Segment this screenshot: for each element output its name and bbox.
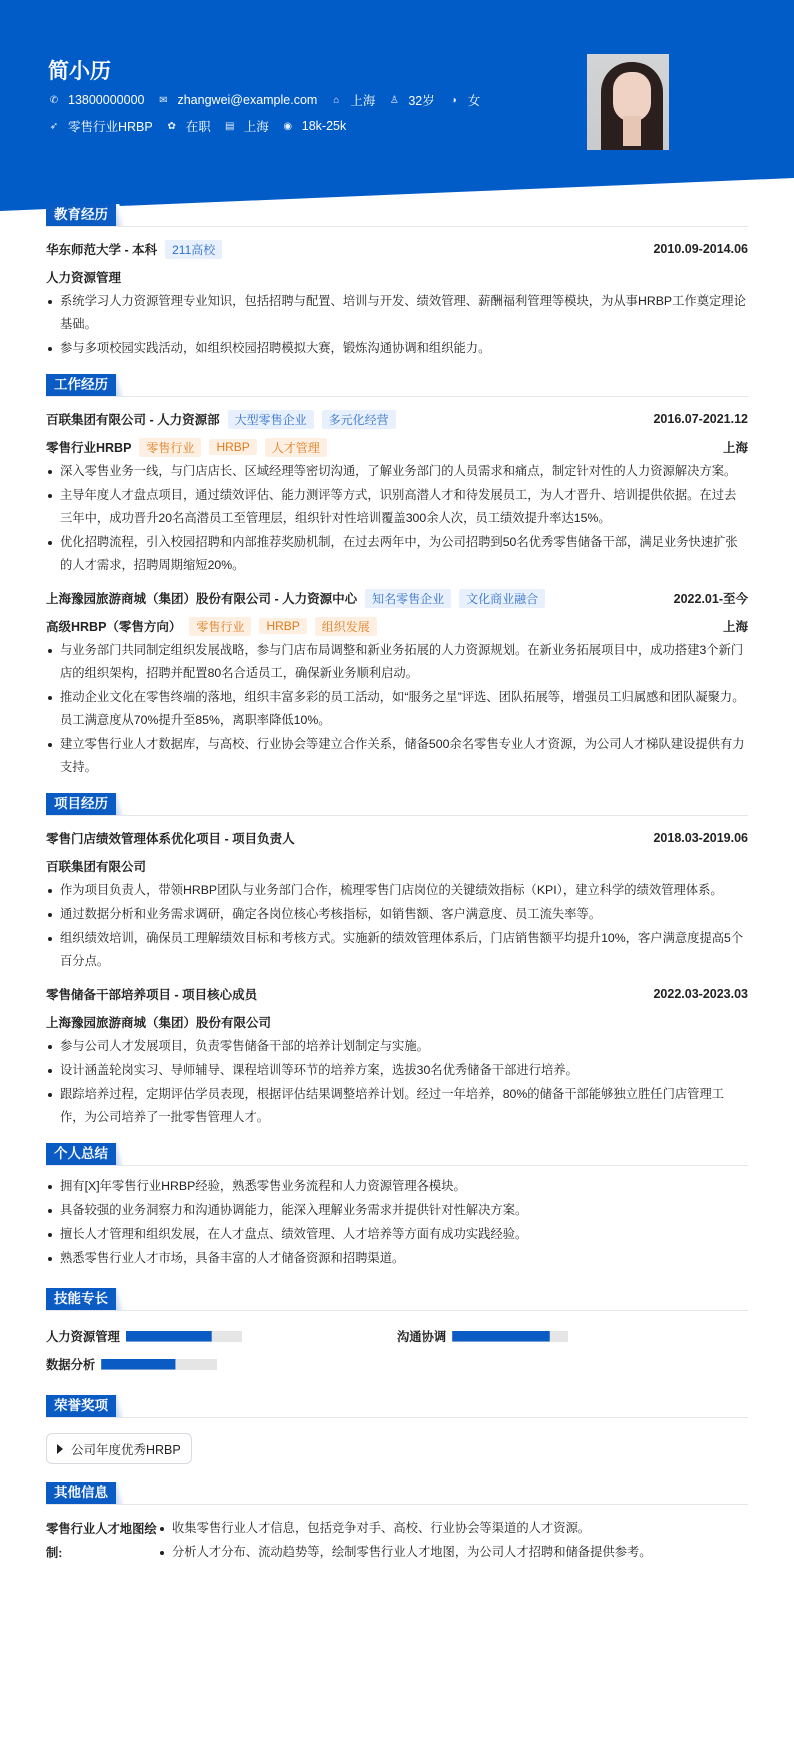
entry-subtitle-row bbox=[46, 434, 748, 460]
entry-header bbox=[46, 825, 748, 851]
email: zhangwei@example.com bbox=[177, 93, 318, 107]
entry-header bbox=[46, 236, 748, 262]
award-name: 公司年度优秀HRBP bbox=[71, 1442, 181, 1457]
entry bbox=[46, 981, 748, 1129]
bullet-item: 分析人才分布、流动趋势等，绘制零售行业人才地图，为公司人才招聘和储备提供参考。 bbox=[158, 1541, 748, 1564]
profile-photo bbox=[587, 54, 669, 150]
target-city: 上海 bbox=[243, 120, 269, 134]
tag: HRBP bbox=[259, 618, 306, 634]
mail-icon: ✉ bbox=[159, 94, 168, 106]
bullet-list bbox=[46, 460, 748, 577]
entry-location: 上海 bbox=[722, 441, 748, 455]
bullet-list bbox=[46, 1175, 748, 1270]
section-header bbox=[46, 204, 748, 227]
skill-level-fill bbox=[452, 1331, 549, 1342]
entry-date: 2022.03-2023.03 bbox=[653, 987, 748, 1001]
entry-title: 零售门店绩效管理体系优化项目 - 项目负责人 bbox=[46, 832, 295, 846]
bullet-item: 设计涵盖轮岗实习、导师辅导、课程培训等环节的培养方案，选拔30名优秀储备干部进行培养。 bbox=[46, 1059, 748, 1082]
entry-title: 百联集团有限公司 - 人力资源部 bbox=[46, 413, 220, 427]
tag: 211高校 bbox=[165, 240, 222, 259]
section-awards bbox=[46, 1395, 748, 1468]
section-title: 其他信息 bbox=[46, 1482, 116, 1504]
entry-subtitle-row bbox=[46, 613, 748, 639]
skill-list bbox=[46, 1325, 748, 1375]
bullet-item: 建立零售行业人才数据库，与高校、行业协会等建立合作关系，储备500余名零售专业人才资源，为公司人才梯队建设提供有力支持。 bbox=[46, 733, 748, 779]
bullet-list bbox=[46, 639, 748, 779]
skill-level-fill bbox=[101, 1359, 175, 1370]
age: 32岁 bbox=[408, 94, 435, 108]
entry bbox=[46, 585, 748, 779]
tag: HRBP bbox=[209, 439, 256, 455]
bullet-item: 熟悉零售行业人才市场，具备丰富的人才储备资源和招聘渠道。 bbox=[46, 1247, 748, 1270]
gender: 女 bbox=[467, 94, 481, 108]
entry-date: 2018.03-2019.06 bbox=[653, 831, 748, 845]
section-title: 个人总结 bbox=[46, 1143, 116, 1165]
entry-title: 华东师范大学 - 本科 bbox=[46, 243, 158, 257]
entry-title-group bbox=[46, 985, 257, 1003]
section-work bbox=[46, 374, 748, 779]
skill-level-bar bbox=[452, 1331, 568, 1342]
bullet-item: 收集零售行业人才信息，包括竞争对手、高校、行业协会等渠道的人才资源。 bbox=[158, 1517, 748, 1540]
tag: 文化商业融合 bbox=[459, 589, 545, 608]
contact-info-row bbox=[48, 91, 493, 109]
skill-name: 数据分析 bbox=[46, 1358, 96, 1372]
salary: 18k-25k bbox=[301, 119, 347, 133]
bullet-list bbox=[46, 879, 748, 973]
entry-subtitle-group bbox=[46, 1013, 271, 1031]
entry-date: 2016.07-2021.12 bbox=[653, 412, 748, 426]
section-summary bbox=[46, 1143, 748, 1270]
skill-item bbox=[46, 1325, 397, 1347]
entry-header bbox=[46, 585, 748, 611]
section-skills bbox=[46, 1288, 748, 1375]
bullet-item: 具备较强的业务洞察力和沟通协调能力，能深入理解业务需求并提供针对性解决方案。 bbox=[46, 1199, 748, 1222]
entry-subtitle-row bbox=[46, 1009, 748, 1035]
section-title: 工作经历 bbox=[46, 374, 116, 396]
section-education bbox=[46, 204, 748, 360]
tag: 人才管理 bbox=[265, 438, 327, 457]
bullet-item: 参与公司人才发展项目，负责零售储备干部的培养计划制定与实施。 bbox=[46, 1035, 748, 1058]
entry-title: 上海豫园旅游商城（集团）股份有限公司 - 人力资源中心 bbox=[46, 592, 358, 606]
triangle-right-icon bbox=[57, 1444, 63, 1454]
section-other bbox=[46, 1482, 748, 1565]
skill-level-bar bbox=[126, 1331, 242, 1342]
entry-title-group bbox=[46, 589, 545, 608]
bullet-list bbox=[158, 1517, 748, 1565]
bullet-item: 跟踪培养过程，定期评估学员表现，根据评估结果调整培养计划。经过一年培养，80%的储备干部能够独立胜任门店管理工作，为公司培养了一批零售管理人才。 bbox=[46, 1083, 748, 1129]
tag: 大型零售企业 bbox=[228, 410, 314, 429]
bullet-list bbox=[46, 290, 748, 360]
skill-item bbox=[397, 1325, 748, 1347]
skill-item bbox=[46, 1353, 397, 1375]
salary-icon: ◉ bbox=[283, 120, 293, 132]
skill-level-fill bbox=[126, 1331, 212, 1342]
skill-name: 沟通协调 bbox=[397, 1330, 447, 1344]
bullet-item: 主导年度人才盘点项目，通过绩效评估、能力测评等方式，识别高潜人才和待发展员工，为人才晋升、培训提供依据。在过去三年中，成功晋升20名高潜员工至管理层，组织针对性培训覆盖300余人次，员工绩效提升率达15%。 bbox=[46, 484, 748, 530]
phone-icon: ✆ bbox=[49, 94, 59, 106]
tag: 知名零售企业 bbox=[365, 589, 451, 608]
section-title: 项目经历 bbox=[46, 793, 116, 815]
status-icon: ✿ bbox=[167, 120, 176, 132]
other-info-label: 零售行业人才地图绘制: bbox=[46, 1522, 157, 1560]
entry-subtitle-row bbox=[46, 264, 748, 290]
entry-subtitle-group bbox=[46, 857, 146, 875]
section-header bbox=[46, 793, 748, 816]
entry-subtitle: 人力资源管理 bbox=[46, 271, 122, 285]
other-info-item bbox=[46, 1517, 748, 1565]
send-icon: ➶ bbox=[49, 120, 59, 132]
entry-title-group bbox=[46, 240, 222, 259]
bullet-item: 优化招聘流程，引入校园招聘和内部推荐奖励机制，在过去两年中，为公司招聘到50名优秀零售储备干部，满足业务快速扩张的人才需求，招聘周期缩短20%。 bbox=[46, 531, 748, 577]
phone: 13800000000 bbox=[68, 93, 145, 107]
bullet-item: 深入零售业务一线，与门店店长、区域经理等密切沟通，了解业务部门的人员需求和痛点，制定针对性的人力资源解决方案。 bbox=[46, 460, 748, 483]
resume-body bbox=[46, 204, 748, 1579]
entry-header bbox=[46, 406, 748, 432]
section-header bbox=[46, 1482, 748, 1505]
bullet-item: 组织绩效培训，确保员工理解绩效目标和考核方式。实施新的绩效管理体系后，门店销售额平均提升10%，客户满意度提高5个百分点。 bbox=[46, 927, 748, 973]
skill-level-bar bbox=[101, 1359, 217, 1370]
award-item[interactable] bbox=[46, 1433, 192, 1464]
bullet-item: 擅长人才管理和组织发展，在人才盘点、绩效管理、人才培养等方面有成功实践经验。 bbox=[46, 1223, 748, 1246]
bullet-item: 拥有[X]年零售行业HRBP经验，熟悉零售业务流程和人力资源管理各模块。 bbox=[46, 1175, 748, 1198]
section-header bbox=[46, 1143, 748, 1166]
bullet-item: 参与多项校园实践活动，如组织校园招聘模拟大赛，锻炼沟通协调和组织能力。 bbox=[46, 337, 748, 360]
gender-icon: ◑ bbox=[450, 94, 457, 106]
section-title: 技能专长 bbox=[46, 1288, 116, 1310]
section-title: 教育经历 bbox=[46, 204, 116, 226]
section-header bbox=[46, 374, 748, 397]
section-projects bbox=[46, 793, 748, 1129]
bullet-item: 系统学习人力资源管理专业知识，包括招聘与配置、培训与开发、绩效管理、薪酬福利管理等模块，为从事HRBP工作奠定理论基础。 bbox=[46, 290, 748, 336]
entry-subtitle-group bbox=[46, 438, 327, 457]
entry bbox=[46, 825, 748, 973]
entry-subtitle: 上海豫园旅游商城（集团）股份有限公司 bbox=[46, 1016, 272, 1030]
bullet-item: 作为项目负责人，带领HRBP团队与业务部门合作，梳理零售门店岗位的关键绩效指标（KPI），建立科学的绩效管理体系。 bbox=[46, 879, 748, 902]
entry bbox=[46, 236, 748, 360]
cake-icon: ♙ bbox=[389, 94, 399, 106]
tag: 组织发展 bbox=[315, 617, 377, 636]
entry-title-group bbox=[46, 829, 295, 847]
section-title: 荣誉奖项 bbox=[46, 1395, 116, 1417]
entry-title-group bbox=[46, 410, 396, 429]
section-header bbox=[46, 1288, 748, 1311]
entry-date: 2022.01-至今 bbox=[673, 592, 748, 606]
bullet-item: 推动企业文化在零售终端的落地，组织丰富多彩的员工活动，如“服务之星”评选、团队拓展等，增强员工归属感和团队凝聚力。员工满意度从70%提升至85%，离职率降低10%。 bbox=[46, 686, 748, 732]
job-status: 在职 bbox=[185, 120, 211, 134]
entry-date: 2010.09-2014.06 bbox=[653, 242, 748, 256]
bullet-item: 通过数据分析和业务需求调研，确定各岗位核心考核指标，如销售额、客户满意度、员工流失率等。 bbox=[46, 903, 748, 926]
entry-location: 上海 bbox=[722, 620, 748, 634]
entry bbox=[46, 406, 748, 577]
tag: 零售行业 bbox=[139, 438, 201, 457]
entry-subtitle-row bbox=[46, 853, 748, 879]
building-icon: ▤ bbox=[225, 120, 235, 132]
entry-title: 零售储备干部培养项目 - 项目核心成员 bbox=[46, 988, 258, 1002]
bullet-list bbox=[46, 1035, 748, 1129]
candidate-name: 简小历 bbox=[48, 60, 111, 83]
tag: 零售行业 bbox=[189, 617, 251, 636]
job-intent-row bbox=[48, 117, 359, 135]
entry-subtitle-group bbox=[46, 617, 377, 636]
entry-subtitle: 高级HRBP（零售方向） bbox=[46, 620, 182, 634]
entry-subtitle: 零售行业HRBP bbox=[46, 441, 132, 455]
section-header bbox=[46, 1395, 748, 1418]
target-position: 零售行业HRBP bbox=[68, 120, 153, 134]
entry-header bbox=[46, 981, 748, 1007]
entry-subtitle: 百联集团有限公司 bbox=[46, 860, 147, 874]
bullet-item: 与业务部门共同制定组织发展战略，参与门店布局调整和新业务拓展的人力资源规划。在新业务拓展项目中，成功搭建3个新门店的组织架构，招聘并配置80名合适员工，确保新业务顺利启动。 bbox=[46, 639, 748, 685]
skill-name: 人力资源管理 bbox=[46, 1330, 120, 1344]
home-icon: ⌂ bbox=[333, 94, 340, 106]
hometown: 上海 bbox=[350, 94, 376, 108]
entry-subtitle-group bbox=[46, 268, 121, 286]
tag: 多元化经营 bbox=[322, 410, 396, 429]
